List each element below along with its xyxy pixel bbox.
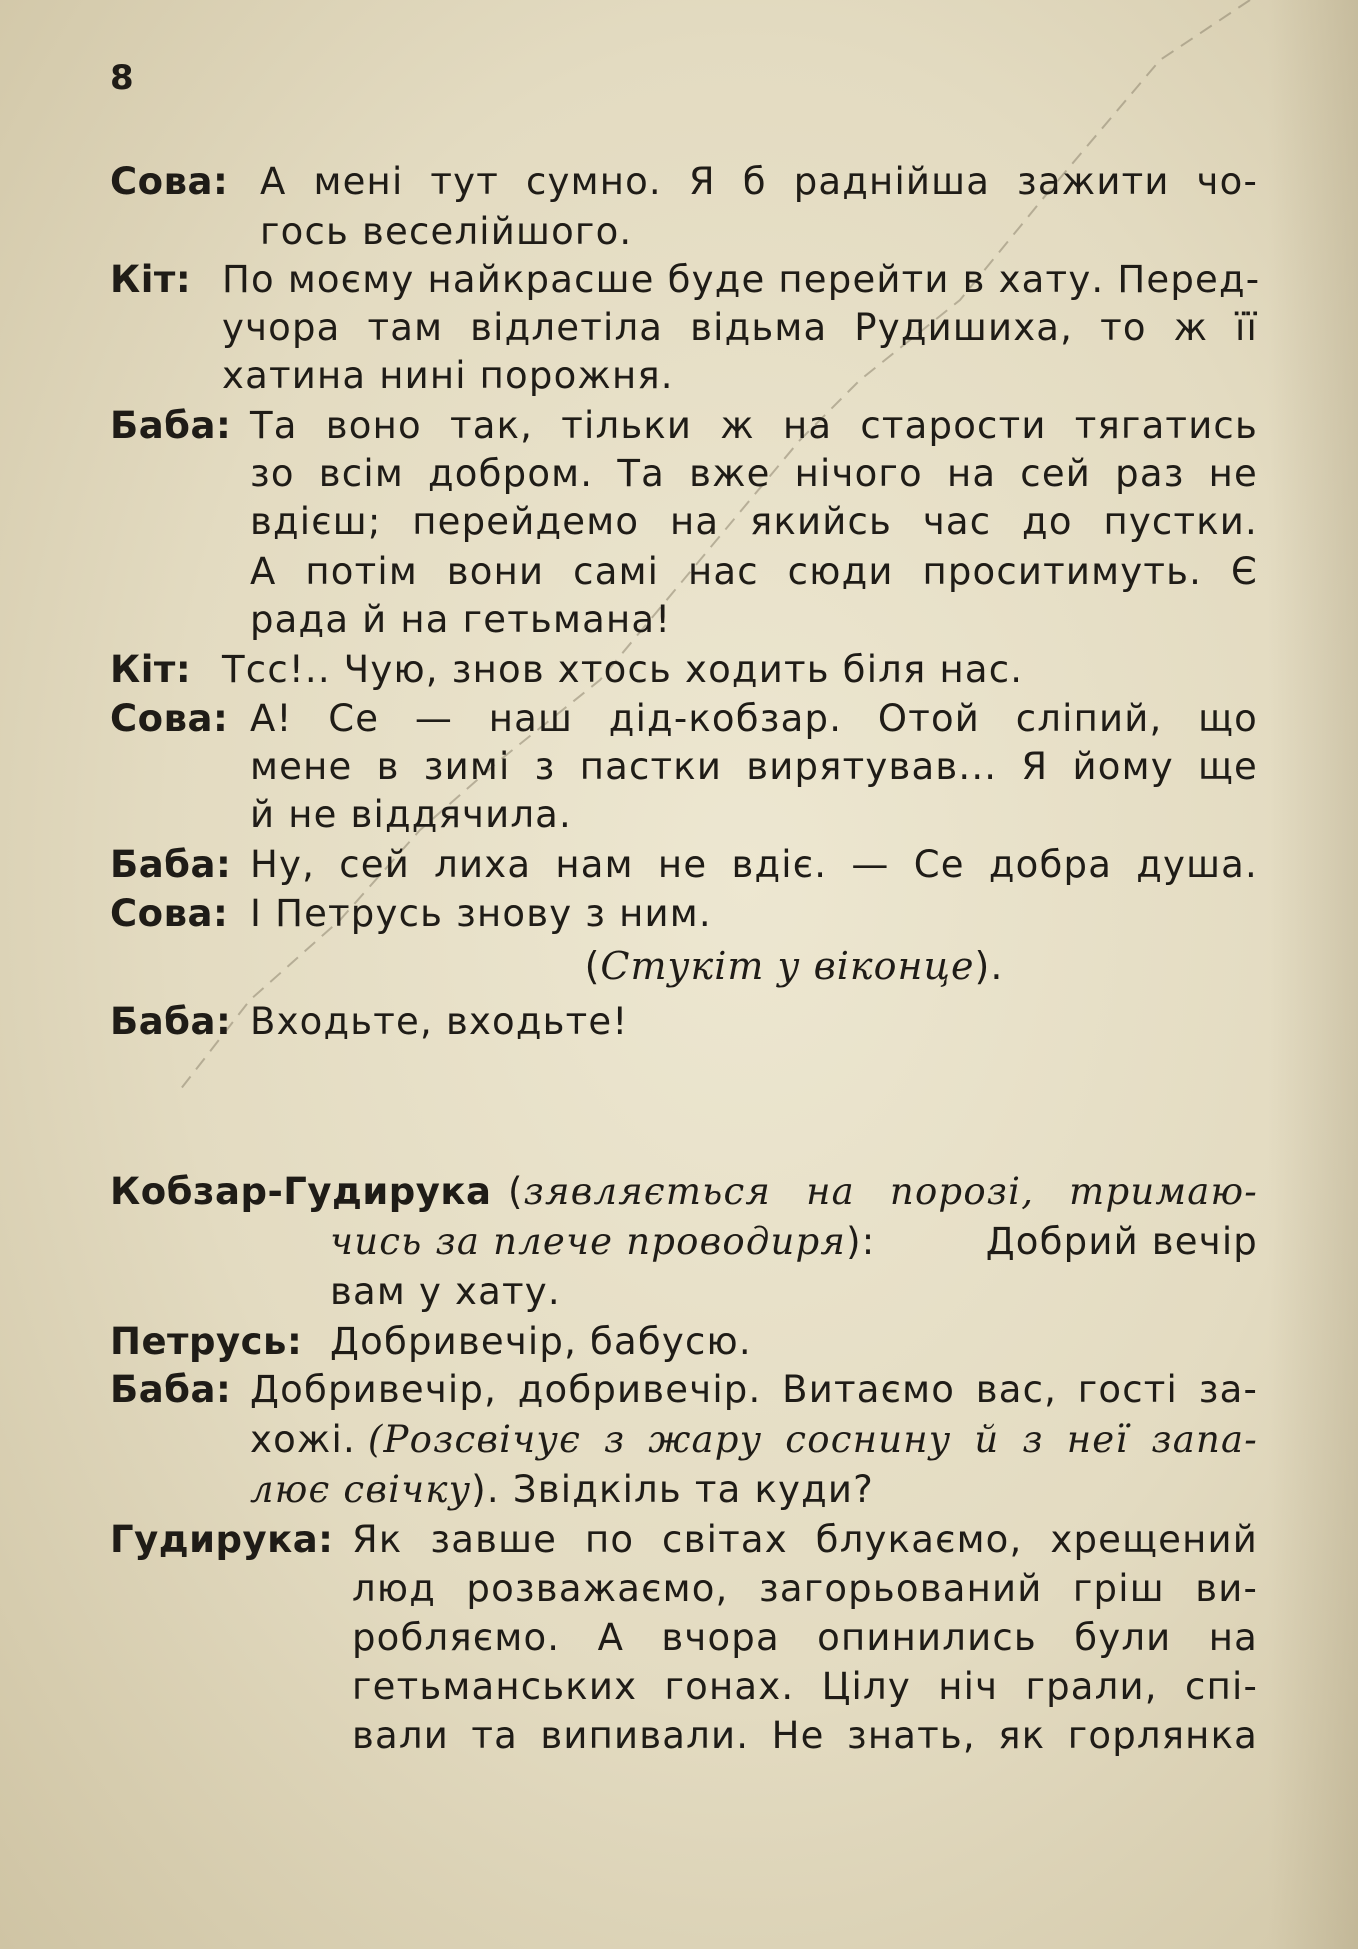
dialogue-line: зо всім добром. Та вже нічого на сей раз не (250, 452, 1258, 495)
dialogue-line: гетьманських гонах. Цілу ніч грали, спі- (352, 1665, 1258, 1708)
speaker-label: Гудирука: (110, 1518, 334, 1561)
speaker-label: Сова: (110, 892, 229, 935)
dialogue-line: Входьте, входьте! (250, 1000, 629, 1043)
dialogue-line: хатина нині порожня. (222, 354, 674, 397)
dialogue-line: І Петрусь знову з ним. (250, 892, 712, 935)
dialogue-line: люд розважаємо, загорьований гріш ви- (352, 1567, 1258, 1610)
dialogue-line: рада й на гетьмана! (250, 598, 672, 641)
dialogue-line: А мені тут сумно. Я б раднійша зажити чо- (260, 160, 1258, 203)
speaker-label: Баба: (110, 1000, 232, 1043)
dialogue-line: Добривечір, бабусю. (330, 1320, 752, 1363)
speaker-label: Баба: (110, 404, 232, 447)
dialogue-line: мене в зимі з пастки вирятував... Я йому ще (250, 745, 1258, 788)
dialogue-line: гось веселійшого. (260, 210, 633, 253)
dialogue-line: А! Се — наш дід-кобзар. Отой сліпий, що (250, 697, 1258, 740)
speaker-label: Петрусь: (110, 1320, 303, 1363)
speaker-label: Кіт: (110, 648, 192, 691)
dialogue-line: вали та випивали. Не знать, як горлянка (352, 1714, 1258, 1757)
speaker-label: Сова: (110, 160, 229, 203)
dialogue-line: чись за плече проводиря ): Добрий вечір (330, 1220, 1258, 1263)
dialogue-line: По моєму найкрасше буде перейти в хату. Перед- (222, 258, 1261, 301)
speaker-label: Кобзар-Гудирука (110, 1170, 492, 1213)
dialogue-line: ( зявляється на порозі, тримаю- (508, 1170, 1258, 1213)
dialogue-line: А потім вони самі нас сюди проситимуть. Є (250, 550, 1258, 593)
dialogue-line: вдієш; перейдемо на якийсь час до пустки. (250, 500, 1258, 543)
dialogue-line: робляємо. А вчора опинились були на (352, 1616, 1258, 1659)
dialogue-line: Ну, сей лиха нам не вдіє. — Се добра душа. (250, 843, 1258, 886)
dialogue-line: лює свічку). Звідкіль та куди? (250, 1468, 874, 1511)
dialogue-line: хожі. (Розсвічує з жару соснину й з неї запа- (250, 1418, 1258, 1461)
dialogue-line: учора там відлетіла відьма Рудишиха, то ж її (222, 306, 1258, 349)
dialogue-line: вам у хату. (330, 1270, 561, 1313)
speaker-label: Сова: (110, 697, 229, 740)
stage-direction-italic: Стукіт у віконце (600, 944, 975, 988)
dialogue-line: й не віддячила. (250, 793, 573, 836)
speaker-label: Кіт: (110, 258, 192, 301)
speaker-label: Баба: (110, 843, 232, 886)
page-number: 8 (110, 58, 134, 98)
dialogue-line: Добривечір, добривечір. Витаємо вас, гості за- (250, 1368, 1258, 1411)
dialogue-line: Та воно так, тільки ж на старости тягатись (250, 404, 1258, 447)
dialogue-line: Тсс!.. Чую, знов хтось ходить біля нас. (222, 648, 1024, 691)
speaker-label: Баба: (110, 1368, 232, 1411)
dialogue-line: Як завше по світах блукаємо, хрещений (352, 1518, 1258, 1561)
stage-direction: (Стукіт у віконце). (584, 944, 1004, 988)
